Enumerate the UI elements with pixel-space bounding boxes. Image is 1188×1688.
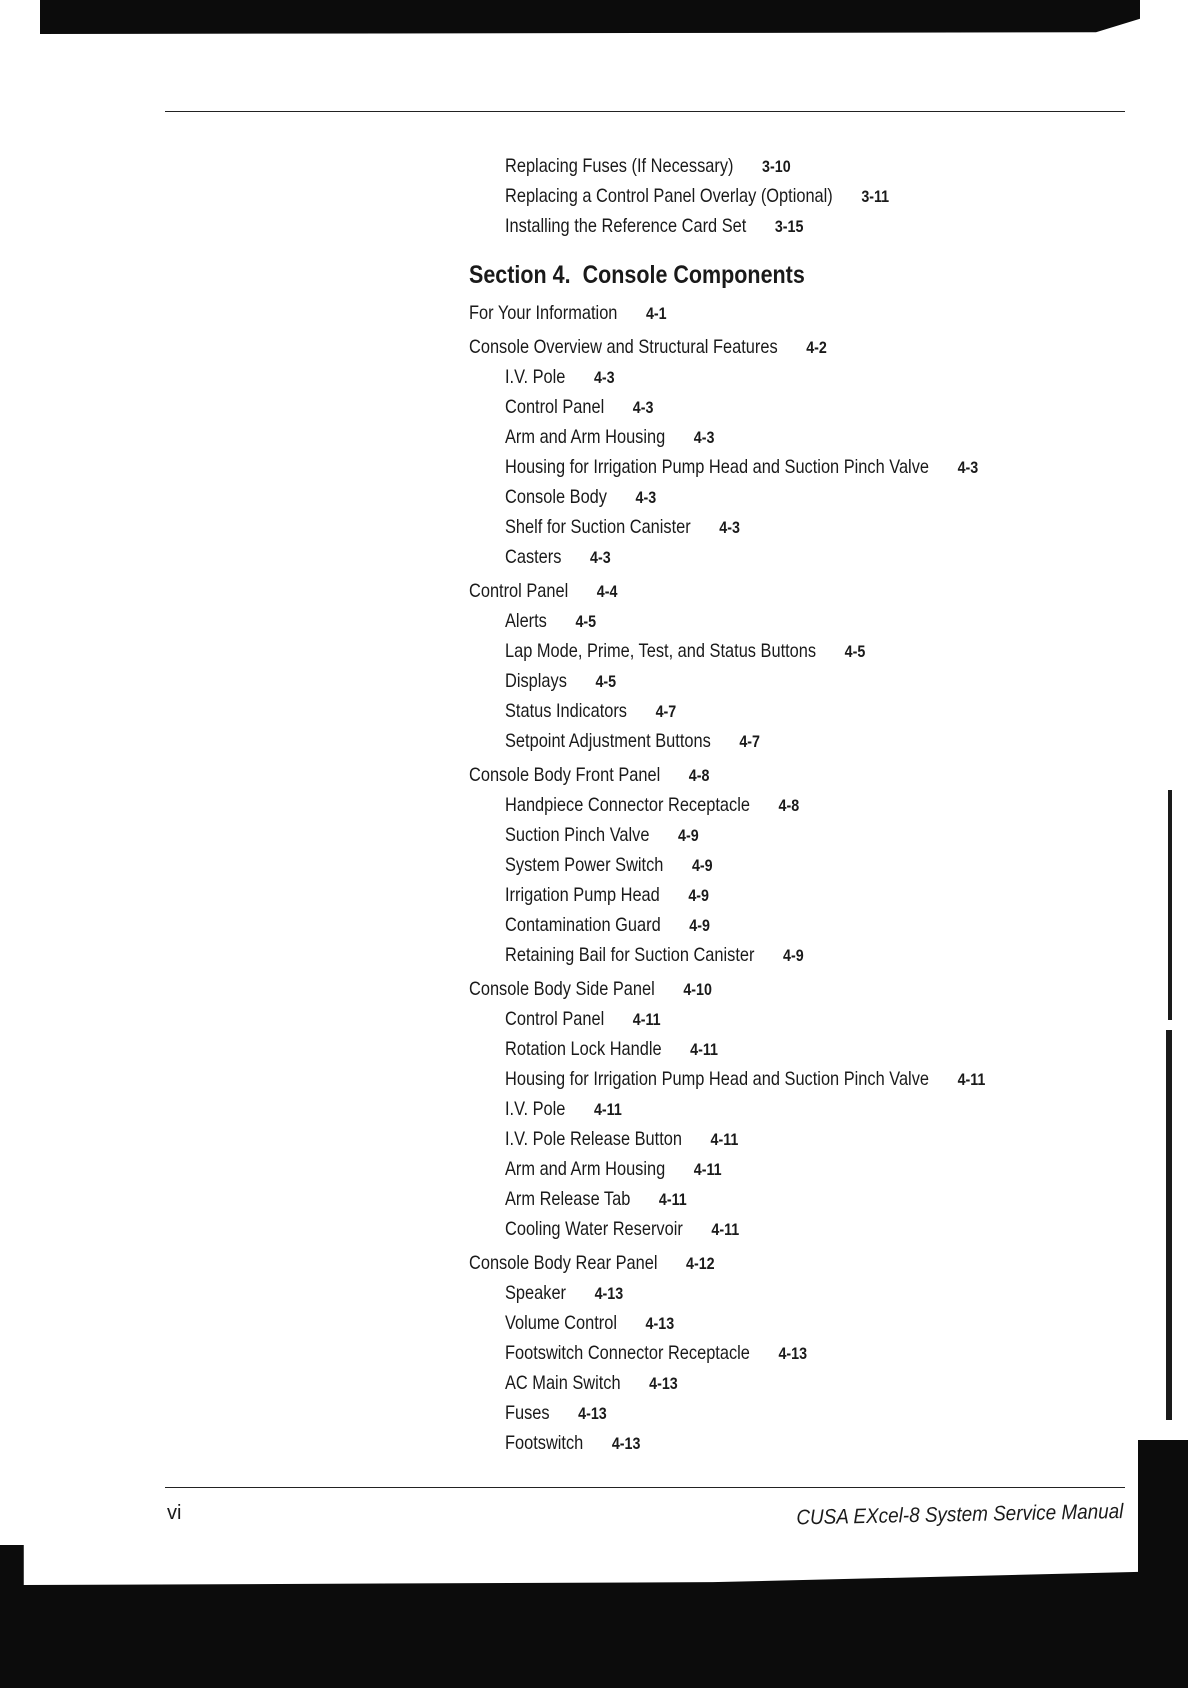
toc-entry-page: 4-9 (678, 826, 699, 845)
toc-entry-label: Lap Mode, Prime, Test, and Status Buttons (505, 640, 817, 662)
toc-entry-page: 4-9 (783, 946, 804, 965)
toc-entry-page: 4-11 (710, 1130, 739, 1149)
toc-entry-page: 4-10 (683, 980, 712, 999)
toc-entry[interactable] (469, 763, 709, 788)
toc-entry[interactable] (505, 1187, 687, 1212)
header-rule (165, 111, 1125, 112)
toc-entry-label: Arm Release Tab (505, 1188, 631, 1210)
toc-entry-label: Replacing Fuses (If Necessary) (505, 155, 734, 177)
toc-entry[interactable] (469, 579, 617, 604)
toc-entry-page: 4-7 (739, 732, 761, 751)
toc-entry-page: 4-11 (693, 1160, 722, 1179)
toc-entry-label: Volume Control (505, 1312, 617, 1334)
toc-entry-page: 4-11 (658, 1190, 687, 1209)
toc-entry-label: Suction Pinch Valve (505, 824, 650, 846)
toc-entry-label: Fuses (505, 1402, 550, 1424)
toc-entry[interactable] (505, 455, 978, 480)
toc-entry-label: System Power Switch (505, 854, 664, 876)
section-heading (469, 260, 805, 290)
toc-entry[interactable] (505, 1037, 718, 1062)
toc-entry-page: 4-13 (649, 1374, 678, 1393)
toc-entry-label: Status Indicators (505, 700, 628, 722)
toc-entry-page: 4-9 (689, 916, 710, 935)
toc-entry-label: Rotation Lock Handle (505, 1038, 662, 1060)
toc-entry-page: 4-11 (632, 1010, 661, 1029)
toc-entry[interactable] (505, 1371, 678, 1396)
toc-entry[interactable] (505, 943, 804, 968)
toc-entry[interactable] (505, 154, 791, 179)
toc-entry-page: 3-11 (861, 187, 890, 206)
toc-entry[interactable] (505, 609, 596, 634)
footer-manual-title: CUSA EXcel-8 System Service Manual (795, 1500, 1124, 1530)
toc-entry[interactable] (505, 214, 803, 239)
toc-entry[interactable] (469, 977, 712, 1002)
toc-entry[interactable] (469, 1251, 715, 1276)
toc-entry-page: 4-13 (611, 1434, 641, 1453)
toc-entry[interactable] (505, 1217, 739, 1242)
toc-entry-label: Console Body Front Panel (469, 764, 661, 786)
toc-entry[interactable] (505, 395, 653, 420)
toc-entry-label: Console Body (505, 486, 607, 508)
toc-entry-label: Arm and Arm Housing (505, 426, 666, 448)
toc-entry[interactable] (505, 699, 676, 724)
toc-entry-page: 4-13 (645, 1314, 675, 1333)
toc-entry-page: 4-1 (645, 304, 667, 323)
toc-entry-page: 4-8 (778, 796, 800, 815)
toc-entry-label: Console Body Rear Panel (469, 1252, 658, 1274)
toc-entry-page: 4-7 (655, 702, 677, 721)
toc-entry[interactable] (505, 793, 799, 818)
toc-entry[interactable] (505, 184, 889, 209)
toc-entry[interactable] (505, 545, 611, 570)
toc-entry-page: 4-2 (806, 338, 827, 357)
toc-entry-page: 4-13 (778, 1344, 808, 1363)
toc-entry-page: 4-12 (686, 1254, 715, 1273)
toc-entry[interactable] (505, 485, 656, 510)
toc-entry[interactable] (505, 729, 760, 754)
toc-entry-label: Arm and Arm Housing (505, 1158, 666, 1180)
toc-entry-label: AC Main Switch (505, 1372, 621, 1394)
toc-entry-label: Handpiece Connector Receptacle (505, 794, 750, 816)
toc-entry-label: I.V. Pole (505, 1098, 566, 1120)
toc-entry-label: Retaining Bail for Suction Canister (505, 944, 755, 966)
toc-entry-page: 4-9 (691, 856, 713, 875)
toc-entry-page: 3-10 (762, 157, 791, 176)
toc-entry-page: 4-11 (690, 1040, 718, 1059)
scan-edge-right-upper (1168, 790, 1172, 1020)
toc-entry-label: For Your Information (469, 302, 618, 324)
toc-entry[interactable] (505, 515, 740, 540)
toc-entry[interactable] (505, 853, 713, 878)
toc-entry-label: Contamination Guard (505, 914, 661, 936)
scan-edge-right-corner (1138, 1440, 1188, 1580)
toc-entry[interactable] (505, 1127, 738, 1152)
toc-entry[interactable] (505, 669, 616, 694)
section-number: Section 4. (469, 261, 571, 289)
footer-rule (165, 1487, 1125, 1488)
toc-entry-label: Alerts (505, 610, 547, 632)
toc-entry-page: 4-9 (688, 886, 709, 905)
toc-entry-page: 4-3 (589, 548, 611, 567)
toc-entry-label: I.V. Pole (505, 366, 566, 388)
scan-edge-top (40, 0, 1140, 34)
toc-entry-page: 4-8 (688, 766, 710, 785)
toc-entry[interactable] (505, 425, 714, 450)
toc-entry-label: Shelf for Suction Canister (505, 516, 691, 538)
toc-entry-page: 4-3 (693, 428, 715, 447)
toc-entry-label: I.V. Pole Release Button (505, 1128, 682, 1150)
toc-entry-label: Replacing a Control Panel Overlay (Optional) (505, 185, 833, 207)
toc-entry[interactable] (505, 1401, 607, 1426)
toc-entry[interactable] (505, 1067, 985, 1092)
toc-entry-label: Housing for Irrigation Pump Head and Suction Pinch Valve (505, 1068, 930, 1090)
toc-entry-page: 4-5 (844, 642, 866, 661)
toc-entry-label: Displays (505, 670, 567, 692)
toc-entry-page: 4-5 (595, 672, 617, 691)
toc-entry-page: 3-15 (774, 217, 804, 236)
toc-entry-page: 4-3 (593, 368, 615, 387)
toc-entry[interactable] (505, 1281, 623, 1306)
toc-entry[interactable] (505, 1157, 722, 1182)
toc-entry-page: 4-3 (957, 458, 979, 477)
toc-entry[interactable] (469, 301, 667, 326)
toc-entry[interactable] (505, 1431, 640, 1456)
toc-entry-label: Setpoint Adjustment Buttons (505, 730, 711, 752)
toc-entry-page: 4-5 (575, 612, 597, 631)
toc-entry-page: 4-11 (711, 1220, 740, 1239)
toc-entry-label: Control Panel (505, 1008, 605, 1030)
toc-entry[interactable] (505, 639, 865, 664)
toc-entry-label: Footswitch Connector Receptacle (505, 1342, 750, 1364)
toc-entry-page: 4-11 (957, 1070, 986, 1089)
scan-edge-bottom (0, 1545, 1188, 1688)
toc-entry-label: Cooling Water Reservoir (505, 1218, 683, 1240)
toc-entry-page: 4-3 (632, 398, 654, 417)
toc-entry[interactable] (505, 1097, 622, 1122)
section-title: Console Components (582, 261, 805, 289)
toc-entry-page: 4-11 (593, 1100, 622, 1119)
scan-edge-right-lower (1166, 1030, 1172, 1420)
toc-entry-label: Irrigation Pump Head (505, 884, 660, 906)
toc-entry[interactable] (505, 883, 709, 908)
toc-entry-label: Control Panel (469, 580, 569, 602)
toc-entry[interactable] (505, 913, 710, 938)
footer-page-number: vi (167, 1502, 182, 1524)
toc-entry[interactable] (505, 1007, 661, 1032)
toc-entry-label: Installing the Reference Card Set (505, 215, 747, 237)
toc-entry-page: 4-4 (596, 582, 618, 601)
toc-entry-page: 4-13 (578, 1404, 607, 1423)
toc-entry-label: Footswitch (505, 1432, 584, 1454)
toc-entry-label: Console Overview and Structural Features (469, 336, 778, 358)
toc-entry[interactable] (505, 1311, 674, 1336)
toc-entry-label: Housing for Irrigation Pump Head and Suction Pinch Valve (505, 456, 930, 478)
toc-entry-page: 4-3 (719, 518, 740, 537)
toc-entry-page: 4-3 (635, 488, 657, 507)
toc-entry[interactable] (469, 335, 827, 360)
toc-entry[interactable] (505, 1341, 807, 1366)
toc-entry[interactable] (505, 365, 615, 390)
toc-entry-label: Speaker (505, 1282, 567, 1304)
toc-entry-label: Console Body Side Panel (469, 978, 655, 1000)
toc-entry-label: Control Panel (505, 396, 605, 418)
toc-entry-label: Casters (505, 546, 562, 568)
toc-entry[interactable] (505, 823, 699, 848)
toc-entry-page: 4-13 (594, 1284, 624, 1303)
